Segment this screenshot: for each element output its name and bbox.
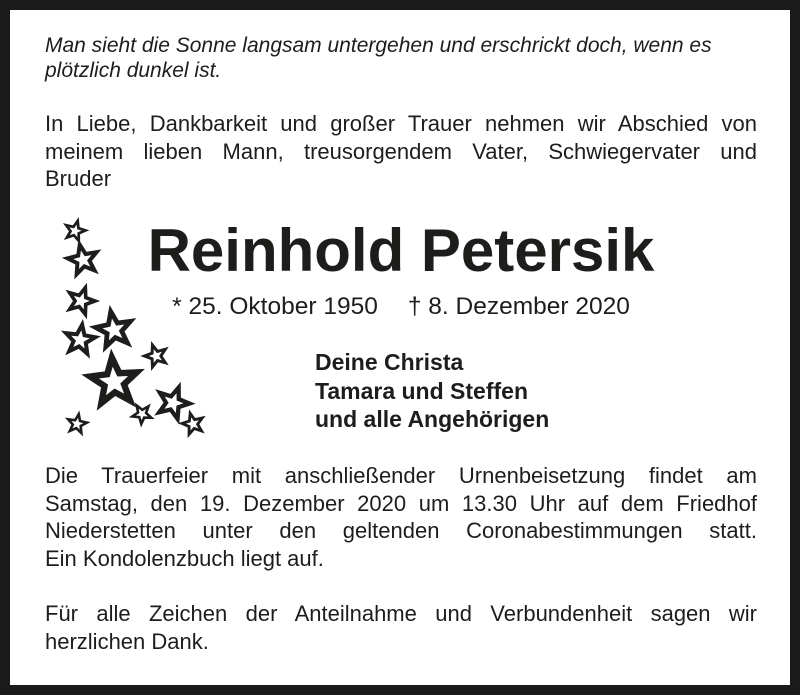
star-icon <box>66 413 88 434</box>
deceased-name: Reinhold Petersik <box>147 217 655 284</box>
life-dates <box>45 292 757 322</box>
thanks-paragraph <box>45 600 757 655</box>
funeral-line: Ein Kondolenzbuch liegt auf. <box>45 545 324 571</box>
funeral-line: Samstag, den 19. Dezember 2020 um 13.30 Uhr auf dem Friedhof <box>45 490 757 516</box>
intro-line: Bruder <box>45 166 112 191</box>
star-icon <box>142 342 169 369</box>
star-icon <box>180 411 205 436</box>
mourners-block <box>315 348 549 434</box>
intro-line: meinem lieben Mann, treusorgendem Vater, Schwiegervater und <box>45 138 757 164</box>
epigraph-line: plötzlich dunkel ist. <box>45 59 222 82</box>
funeral-line: Die Trauerfeier mit anschließender Urnenbeisetzung findet am <box>45 463 757 488</box>
mourner-line: Tamara und Steffen <box>315 377 528 404</box>
intro-line: In Liebe, Dankbarkeit und großer Trauer nehmen wir Abschied von <box>45 111 757 136</box>
mourner-line: Deine Christa <box>315 349 464 375</box>
star-icon <box>89 356 139 404</box>
birth-date: * 25. Oktober 1950 <box>172 293 378 320</box>
death-date: † 8. Dezember 2020 <box>407 293 630 320</box>
intro-paragraph <box>45 110 757 193</box>
epigraph-line: Man sieht die Sonne langsam untergehen und erschrickt doch, wenn es <box>45 34 712 57</box>
thanks-line: herzlichen Dank. <box>45 628 209 654</box>
mourner-line: und alle Angehörigen <box>315 406 550 432</box>
epigraph <box>45 33 745 83</box>
funeral-line: Niederstetten unter den geltenden Coronabestimmungen statt. <box>45 518 757 543</box>
thanks-line: Für alle Zeichen der Anteilnahme und Verbundenheit sagen wir <box>45 601 757 626</box>
star-icon <box>154 382 194 421</box>
funeral-paragraph <box>45 462 757 572</box>
